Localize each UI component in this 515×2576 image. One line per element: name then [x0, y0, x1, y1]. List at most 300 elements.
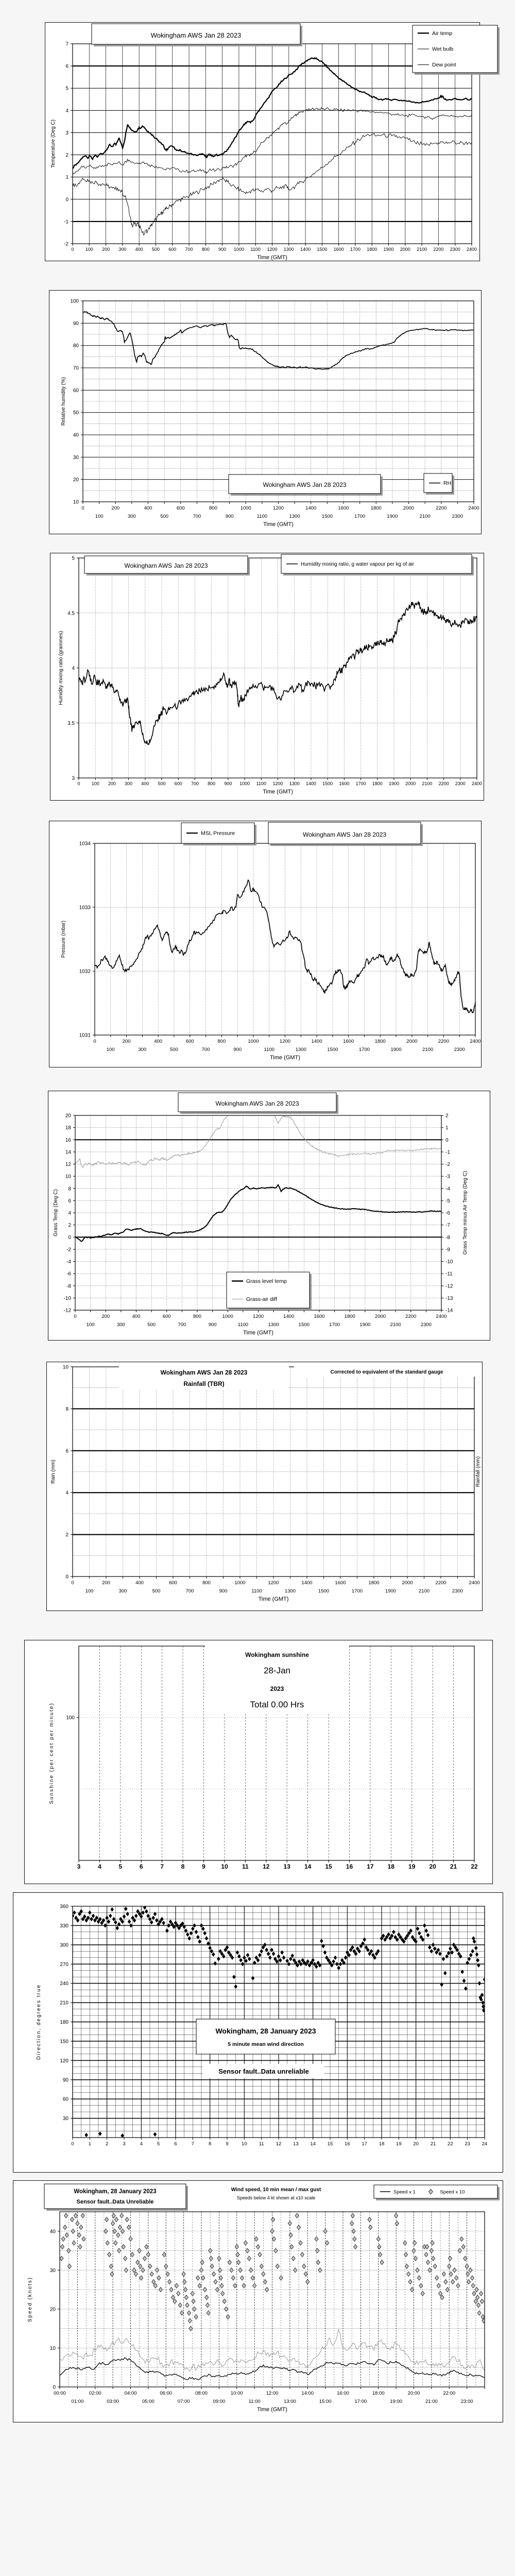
x-tick-label: 19: [396, 2141, 402, 2147]
x-tick-label: 400: [141, 781, 149, 786]
y-axis-title: Temperature (Deg C): [50, 120, 56, 168]
x-tick-label: 9: [202, 1863, 205, 1870]
y-tick-label: 180: [60, 2020, 68, 2025]
x-tick-label: 21: [450, 1863, 457, 1870]
x-tick-label: 3: [123, 2141, 126, 2147]
y2-tick-labels: [441, 1113, 453, 1314]
x-tick-label: 100: [85, 247, 93, 252]
text-box: [205, 1641, 349, 1714]
text-box-line: Corrected to equivalent of the standard gauge: [330, 1369, 443, 1375]
x-tick-label: 1400: [283, 1314, 295, 1319]
x-tick-label: 15:00: [319, 2399, 332, 2404]
y-tick-label: 90: [73, 320, 79, 327]
x-tick-label: 0: [71, 247, 74, 252]
x-tick-label: 1900: [388, 781, 399, 786]
x-tick-label: 400: [135, 1580, 144, 1586]
y-tick-label: 100: [70, 298, 79, 304]
x-tick-label: 12: [276, 2141, 282, 2147]
text-box: [203, 2064, 324, 2078]
x-tick-label: 10: [221, 1863, 228, 1870]
x-tick-label: 1100: [256, 514, 268, 519]
x-tick-label: 12: [263, 1863, 270, 1870]
x-tick-label: 1200: [279, 1039, 291, 1044]
x-tick-label: 2200: [436, 505, 447, 511]
y2-tick-label: -7: [445, 1223, 450, 1229]
x-tick-label: 1200: [268, 1580, 279, 1586]
x-tick-label: 2300: [455, 781, 466, 786]
x-tick-label: 400: [144, 505, 152, 511]
y-tick-label: 4: [65, 1490, 68, 1496]
plot-mixing: [79, 558, 477, 778]
legend: [424, 473, 454, 495]
x-tick-label: 1200: [272, 505, 284, 511]
x-tick-label: 2200: [438, 1039, 449, 1044]
x-tick-label: 1700: [354, 514, 366, 519]
x-tick-label: 5: [157, 2141, 160, 2147]
x-tick-label: 2100: [419, 514, 431, 519]
y2-tick-label: -6: [445, 1210, 450, 1216]
x-tick-label: 11:00: [248, 2399, 261, 2404]
x-tick-label: 15: [327, 2141, 333, 2147]
x-tick-label: 1400: [301, 1580, 313, 1586]
x-tick-label: 15: [325, 1863, 332, 1870]
x-tick-label: 2100: [422, 1047, 434, 1053]
y-tick-label: -1: [64, 219, 68, 225]
y-tick-label: 60: [73, 387, 79, 394]
y-tick-label: 1032: [79, 969, 91, 975]
text-box-line: 2023: [270, 1685, 284, 1692]
y2-tick-label: -10: [445, 1259, 453, 1265]
x-tick-label: 500: [160, 514, 169, 519]
x-tick-label: 2000: [403, 505, 415, 511]
y-tick-labels: [64, 42, 73, 247]
x-tick-label: 13:00: [283, 2399, 296, 2404]
y-tick-labels: [63, 1365, 73, 1580]
text-box: [119, 1365, 289, 1389]
x-tick-label: 1300: [283, 247, 294, 252]
x-tick-label: 300: [118, 1588, 127, 1594]
y-tick-label: 20: [49, 2307, 56, 2313]
x-tick-label: 3: [77, 1863, 81, 1870]
x-axis-title: Time (GMT): [243, 1330, 273, 1336]
x-tick-label: 2100: [417, 247, 427, 252]
y-tick-labels: [79, 841, 95, 1039]
y2-tick-label: 1: [445, 1125, 449, 1131]
x-tick-labels: [81, 502, 479, 519]
y2-tick-label: 0: [445, 1137, 449, 1143]
x-tick-label: 1000: [239, 781, 250, 786]
y-tick-label: 0: [65, 1574, 68, 1580]
x-tick-label: 20:00: [407, 2391, 420, 2396]
y-tick-label: -8: [66, 1283, 71, 1290]
x-tick-label: 05:00: [142, 2399, 154, 2404]
x-tick-label: 1300: [284, 1588, 296, 1594]
legend-label: MSL Pressure: [201, 830, 235, 837]
y-tick-label: 3: [65, 130, 68, 136]
x-tick-label: 18: [379, 2141, 385, 2147]
legend: [281, 554, 474, 575]
x-tick-label: 1700: [358, 1047, 370, 1053]
x-tick-label: 1900: [387, 514, 398, 519]
x-tick-label: 00:00: [54, 2391, 66, 2396]
y2-axis-title: Grass Temp minus Air Temp (Deg C): [462, 1171, 468, 1255]
chart-panel-sunshine: [24, 1640, 493, 1884]
y-tick-label: 10: [49, 2345, 56, 2351]
x-tick-labels: [71, 244, 477, 252]
y-tick-label: -2: [64, 241, 68, 247]
y-tick-label: -10: [63, 1295, 71, 1301]
x-tick-label: 600: [162, 1314, 171, 1319]
text-box: [294, 1366, 479, 1377]
x-tick-label: 2300: [452, 514, 463, 519]
x-tick-label: 17: [367, 1863, 374, 1870]
x-tick-label: 2000: [406, 1039, 418, 1044]
x-tick-label: 2100: [422, 781, 433, 786]
x-tick-label: 1600: [343, 1039, 354, 1044]
x-tick-labels: [77, 778, 482, 786]
chart-panel-wind-direction: [13, 1892, 503, 2173]
legend: [413, 25, 500, 75]
y-tick-label: -2: [66, 1247, 71, 1253]
y-axis-title: Speed (knots): [27, 2276, 33, 2323]
y-tick-label: 10: [73, 499, 79, 505]
text-box-line: 5 minute mean wind direction: [228, 2041, 304, 2047]
x-tick-label: 1700: [355, 781, 366, 786]
x-tick-label: 2300: [420, 1322, 432, 1328]
plot-rh: [83, 301, 474, 502]
y-tick-labels: [66, 1715, 79, 1721]
x-tick-label: 1100: [256, 781, 266, 786]
y-tick-label: 6: [65, 1448, 68, 1454]
x-tick-label: 100: [91, 781, 99, 786]
x-tick-label: 700: [185, 247, 193, 252]
x-tick-label: 2: [106, 2141, 109, 2147]
x-tick-label: 16: [346, 1863, 353, 1870]
text-box-line: Wokingham, 28 January 2023: [74, 2189, 157, 2195]
x-tick-label: 0: [71, 1580, 74, 1586]
y-tick-label: 2: [65, 1532, 68, 1538]
y2-tick-label: -3: [445, 1174, 450, 1180]
x-tick-labels: [71, 2138, 487, 2147]
x-tick-label: 600: [185, 1039, 194, 1044]
y-tick-label: 70: [73, 365, 79, 371]
text-box-line: Wokingham AWS Jan 28 2023: [263, 481, 347, 488]
text-box-line: Sensor fault..Data unreliable: [218, 2067, 309, 2075]
x-tick-label: 7: [191, 2141, 194, 2147]
x-tick-label: 500: [147, 1322, 156, 1328]
x-tick-label: 1800: [374, 1039, 386, 1044]
x-tick-label: 200: [101, 1314, 110, 1319]
x-tick-label: 1500: [327, 1047, 338, 1053]
y-tick-label: 330: [60, 1923, 68, 1929]
legend-label: Dew point: [432, 62, 456, 69]
y-tick-labels: [50, 2229, 60, 2390]
y-tick-label: 40: [73, 432, 79, 438]
y-tick-label: 1031: [79, 1032, 91, 1039]
x-tick-labels: [77, 1860, 478, 1870]
y-tick-label: 8: [65, 1406, 68, 1412]
x-tick-label: 14:00: [301, 2391, 314, 2396]
y-tick-label: 5: [72, 555, 75, 562]
x-tick-label: 0: [71, 2141, 74, 2147]
x-tick-label: 1300: [295, 1047, 306, 1053]
y-tick-label: 10: [65, 1174, 71, 1180]
x-tick-label: 1400: [311, 1039, 322, 1044]
x-tick-label: 11: [242, 1863, 249, 1870]
x-tick-label: 19: [408, 1863, 416, 1870]
x-tick-labels: [71, 1577, 479, 1594]
x-tick-label: 1900: [383, 247, 394, 252]
legend: [181, 823, 256, 845]
x-tick-label: 1300: [268, 1322, 279, 1328]
x-tick-label: 2200: [405, 1314, 417, 1319]
text-box-line: Speeds below 4 kt shown at x10 scale: [236, 2195, 316, 2200]
x-tick-label: 0: [93, 1039, 96, 1044]
x-tick-label: 500: [152, 1588, 161, 1594]
x-tick-label: 1600: [339, 781, 350, 786]
x-tick-label: 1600: [335, 1580, 346, 1586]
y-tick-label: 6: [65, 63, 68, 70]
x-tick-label: 900: [233, 1047, 242, 1053]
x-tick-label: 1200: [267, 247, 278, 252]
y-tick-labels: [64, 1113, 75, 1314]
x-tick-label: 1900: [390, 1047, 402, 1053]
x-tick-label: 1800: [367, 247, 377, 252]
x-tick-label: 1000: [248, 1039, 259, 1044]
x-tick-label: 1000: [234, 1580, 246, 1586]
chart-svg-pressure: [49, 821, 512, 1067]
x-tick-label: 500: [170, 1047, 178, 1053]
x-axis-title: Time (GMT): [270, 1055, 300, 1061]
y-tick-label: 6: [68, 1198, 71, 1204]
chart-svg-temperature: [45, 23, 510, 261]
x-tick-label: 21: [430, 2141, 436, 2147]
y-tick-label: 300: [60, 1942, 68, 1948]
y-tick-label: 80: [73, 343, 79, 349]
text-box-line: 28-Jan: [264, 1666, 290, 1675]
y-tick-label: 4: [72, 666, 75, 671]
x-tick-label: 2100: [418, 1588, 430, 1594]
plot-temperature: [73, 44, 472, 244]
text-box-line: Wokingham, 28 January 2023: [215, 2027, 316, 2035]
x-tick-label: 5: [118, 1863, 123, 1870]
plot-windspeed: [60, 2212, 485, 2387]
x-tick-label: 1000: [222, 1314, 233, 1319]
x-tick-label: 03:00: [107, 2399, 119, 2404]
x-tick-label: 300: [118, 247, 127, 252]
x-tick-label: 300: [125, 781, 133, 786]
x-tick-label: 200: [122, 1039, 131, 1044]
x-tick-label: 18: [387, 1863, 394, 1870]
y-tick-label: 16: [65, 1137, 71, 1143]
y-axis-title: Sunshine (per cent per minute): [49, 1702, 55, 1804]
legend-label: Grass level temp: [246, 1278, 287, 1284]
x-tick-label: 1200: [252, 1314, 264, 1319]
x-axis-title: Time (GMT): [257, 255, 287, 261]
x-tick-label: 1100: [237, 1322, 249, 1328]
y-tick-label: 2: [68, 1223, 71, 1229]
x-tick-label: 20: [413, 2141, 419, 2147]
legend-label: Speed x 1: [393, 2189, 416, 2195]
legend: [374, 2185, 500, 2200]
x-tick-label: 2400: [471, 781, 483, 786]
y-tick-label: -6: [66, 1271, 71, 1277]
y-tick-labels: [60, 1904, 73, 2122]
x-tick-label: 500: [158, 781, 166, 786]
x-tick-label: 14: [310, 2141, 316, 2147]
text-box: [196, 2019, 335, 2054]
y-tick-label: 120: [60, 2058, 68, 2064]
x-axis-title: Time (GMT): [263, 521, 294, 528]
x-tick-label: 1700: [350, 247, 360, 252]
x-tick-label: 18:00: [372, 2391, 385, 2396]
y-tick-label: 3.5: [67, 720, 75, 726]
x-tick-label: 100: [106, 1047, 115, 1053]
x-tick-labels: [74, 1310, 447, 1328]
y-axis-title: Pressure (mbar): [61, 920, 66, 958]
y-tick-label: 240: [60, 1981, 68, 1987]
x-tick-labels: [53, 2384, 485, 2404]
text-box-line: Wokingham sunshine: [245, 1651, 309, 1658]
x-tick-label: 1100: [251, 1588, 262, 1594]
y-axis-title: Relative humidity (%): [61, 377, 66, 426]
x-tick-label: 700: [201, 1047, 210, 1053]
x-tick-label: 4: [140, 2141, 143, 2147]
x-tick-label: 10:00: [230, 2391, 243, 2396]
x-tick-label: 1100: [264, 1047, 274, 1053]
x-tick-label: 2400: [466, 247, 477, 252]
text-box: [44, 2184, 188, 2211]
y-tick-label: 4: [65, 108, 68, 114]
x-tick-label: 19:00: [390, 2399, 403, 2404]
x-tick-label: 10: [242, 2141, 247, 2147]
x-tick-label: 300: [138, 1047, 147, 1053]
y2-tick-label: -12: [445, 1283, 453, 1290]
y2-tick-label: -11: [445, 1271, 453, 1277]
x-tick-label: 1700: [329, 1322, 340, 1328]
y2-axis-title: Rainfall (mm): [475, 1456, 481, 1487]
x-tick-label: 1600: [333, 247, 344, 252]
x-tick-label: 1000: [240, 505, 251, 511]
x-tick-label: 9: [226, 2141, 229, 2147]
x-tick-label: 1500: [318, 1588, 330, 1594]
chart-panel-relative-humidity: [49, 290, 482, 534]
y-tick-label: 0: [53, 2384, 56, 2391]
x-tick-label: 1300: [289, 514, 300, 519]
x-tick-label: 100: [86, 1322, 95, 1328]
x-tick-label: 400: [132, 1314, 141, 1319]
x-tick-label: 100: [85, 1588, 94, 1594]
x-tick-label: 1800: [368, 1580, 380, 1586]
x-tick-label: 800: [193, 1314, 201, 1319]
text-box: [209, 2184, 343, 2202]
text-box: [268, 822, 423, 846]
x-tick-label: 2400: [470, 1039, 481, 1044]
x-tick-label: 12:00: [266, 2391, 279, 2396]
x-tick-label: 200: [108, 781, 116, 786]
x-tick-label: 900: [208, 1322, 217, 1328]
x-tick-label: 600: [169, 1580, 177, 1586]
y-tick-label: 30: [49, 2267, 56, 2274]
x-tick-label: 1400: [305, 505, 317, 511]
x-tick-label: 2300: [452, 1588, 464, 1594]
y-tick-label: 8: [68, 1186, 71, 1192]
x-tick-label: 1800: [370, 505, 382, 511]
y-tick-labels: [70, 299, 83, 505]
y-tick-label: 12: [65, 1162, 71, 1167]
y-tick-label: 100: [66, 1715, 75, 1721]
y-axis-title: Humidity mixing ratio (grammes): [58, 631, 64, 705]
x-tick-label: 2000: [400, 247, 410, 252]
x-tick-label: 700: [178, 1322, 186, 1328]
y-tick-label: 30: [62, 2116, 68, 2122]
text-box-line: Sensor fault..Data Unreliable: [76, 2199, 154, 2205]
x-tick-label: 200: [111, 505, 120, 511]
text-box: [84, 556, 250, 575]
y-tick-label: 1034: [79, 841, 91, 847]
y-tick-label: 4: [68, 1210, 71, 1216]
x-tick-label: 1800: [344, 1314, 355, 1319]
x-tick-label: 1400: [300, 247, 311, 252]
y-tick-label: 10: [62, 1364, 68, 1370]
x-tick-label: 0: [81, 505, 84, 511]
x-tick-label: 100: [95, 514, 104, 519]
x-tick-label: 700: [191, 781, 199, 786]
x-tick-label: 1600: [338, 505, 349, 511]
x-tick-label: 24: [482, 2141, 488, 2147]
text-box-line: Wokingham AWS Jan 28 2023: [150, 31, 242, 39]
legend-label: Humidity mixing ratio, g water vapour per kg of air: [301, 562, 415, 567]
x-tick-label: 13: [293, 2141, 299, 2147]
x-tick-label: 400: [135, 247, 143, 252]
text-box-line: Rainfall (TBR): [183, 1380, 225, 1387]
x-tick-label: 0: [77, 781, 80, 786]
x-tick-label: 8: [181, 1863, 185, 1870]
y2-tick-label: -1: [445, 1149, 450, 1156]
x-tick-label: 2000: [374, 1314, 386, 1319]
x-tick-label: 1900: [385, 1588, 397, 1594]
x-tick-label: 17: [362, 2141, 367, 2147]
x-tick-label: 400: [154, 1039, 163, 1044]
chart-panel-temperature: [45, 22, 480, 261]
x-tick-label: 06:00: [160, 2391, 173, 2396]
x-tick-label: 1700: [351, 1588, 363, 1594]
y2-tick-label: -2: [445, 1162, 450, 1167]
y-tick-label: 150: [60, 2039, 68, 2045]
x-tick-label: 800: [208, 781, 216, 786]
x-tick-label: 2400: [436, 1314, 447, 1319]
x-tick-label: 900: [219, 1588, 228, 1594]
x-tick-label: 02:00: [89, 2391, 101, 2396]
y-tick-label: 14: [65, 1149, 71, 1156]
x-tick-label: 8: [209, 2141, 212, 2147]
y-tick-label: 0: [68, 1234, 71, 1241]
y-axis-title: Rain (mm): [50, 1460, 56, 1484]
x-tick-label: 6: [174, 2141, 177, 2147]
chart-svg-rh: [49, 291, 512, 534]
chart-svg-mixing: [50, 553, 514, 800]
x-tick-label: 200: [102, 1580, 110, 1586]
x-tick-label: 14: [304, 1863, 312, 1870]
x-tick-label: 23:00: [460, 2399, 473, 2404]
y-tick-label: 210: [60, 2000, 68, 2006]
x-tick-label: 700: [193, 514, 201, 519]
y-tick-label: 50: [73, 410, 79, 416]
text-box-line: Wokingham AWS Jan 28 2023: [215, 1100, 299, 1107]
x-tick-label: 11: [259, 2141, 264, 2147]
x-tick-label: 300: [127, 514, 136, 519]
y-tick-label: -4: [66, 1259, 71, 1265]
